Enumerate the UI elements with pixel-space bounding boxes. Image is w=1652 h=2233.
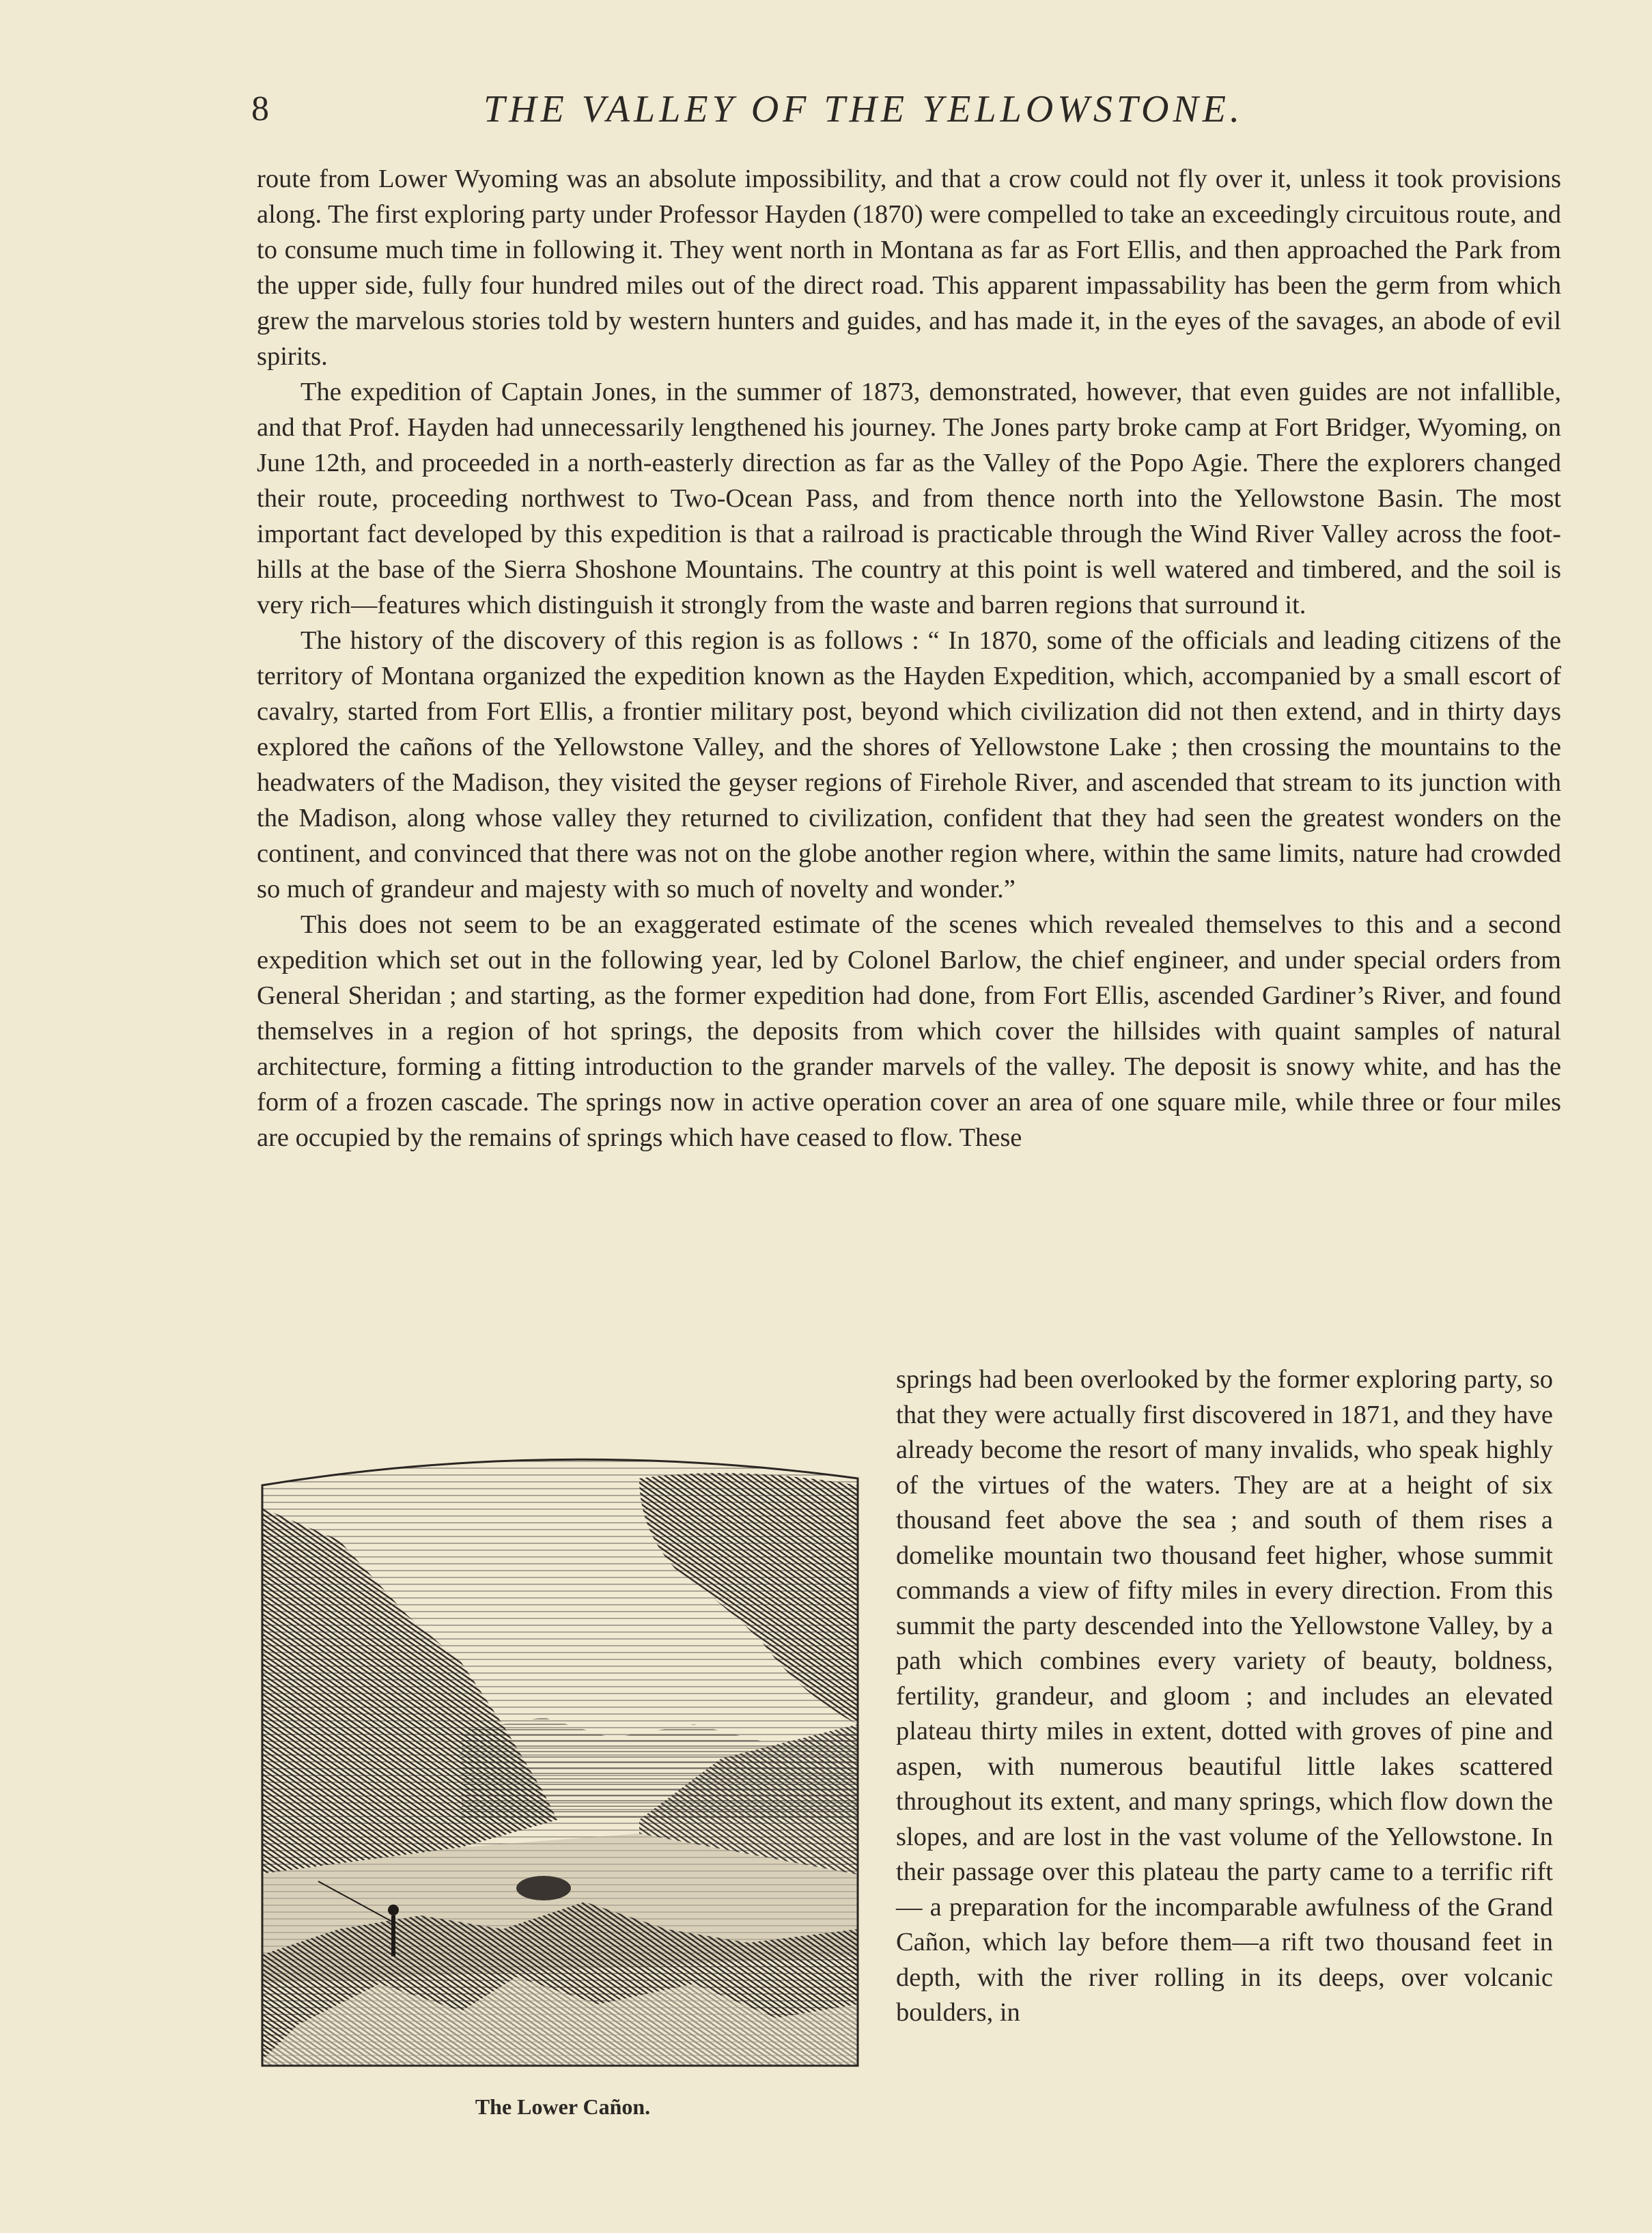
wrapped-paragraph: springs had been overlooked by the former exploring party, so that they were actually first discovered in 1871, and they have already become the resort of many invalids, who speak highly of the virtues of the waters. They are at a height of six thousand feet above the sea ; and south of them rises a domelike mountain two thousand feet higher, whose summit commands a view of fifty miles in every direction. From this summit the party descended into the Yellowstone Valley, by a path which combines every variety of beauty, boldness, fertility, grandeur, and gloom ; and includes an elevated plateau thirty miles in extent, dotted with groves of pine and aspen, with numerous beautiful little lakes scattered throughout its extent, and many springs, which flow down the slopes, and are lost in the vast volume of the Yellowstone. In their passage over this plateau the party came to a terrific rift — a preparation for the incomparable awfulness of the Grand Cañon, which lay before them—a rift two thousand feet in depth, with the river rolling in its deeps, over volcanic boulders, in xyxy=(896,1365,1553,2027)
paragraph-3: The history of the discovery of this region is as follows : “ In 1870, some of the officials and leading citizens of the territory of Montana organized the expedition known as the Hayden Expedition, which, accompanied by a small escort of cavalry, started from Fort Ellis, a frontier military post, beyond which civilization did not then extend, and in thirty days explored the cañons of the Yellowstone Valley, and the shores of Yellowstone Lake ; then crossing the mountains to the headwaters of the Madison, they visited the geyser regions of Firehole River, and ascended that stream to its junction with the Madison, along whose valley they returned to civilization, confident that they had seen the greatest wonders on the continent, and convinced that there was not on the globe another region where, within the same limits, nature had crowded so much of grandeur and majesty with so much of novelty and wonder.” xyxy=(257,626,1561,903)
body-text xyxy=(257,161,1561,1155)
engraving-figure xyxy=(257,1437,869,2119)
figure-caption: The Lower Cañon. xyxy=(475,2094,651,2119)
wrapped-text-column xyxy=(896,1362,1553,2031)
page-number: 8 xyxy=(251,89,269,128)
paragraph-2: The expedition of Captain Jones, in the summer of 1873, demonstrated, however, that even guides are not infallible, and that Prof. Hayden had unnecessarily lengthened his journey. The Jones party broke camp at Fort Bridger, Wyoming, on June 12th, and proceeded in a north-easterly direction as far as the Valley of the Popo Agie. There the explorers changed their route, proceeding northwest to Two-Ocean Pass, and from thence north into the Yellowstone Basin. The most important fact developed by this expedition is that a railroad is practicable through the Wind River Valley across the foot-hills at the base of the Sierra Shoshone Mountains. The country at this point is well watered and timbered, and the soil is very rich—features which distinguish it strongly from the waste and barren regions that surround it. xyxy=(257,378,1561,619)
paragraph-4: This does not seem to be an exaggerated estimate of the scenes which revealed themselves to this and a second expedition which set out in the following year, led by Colonel Barlow, the chief engineer, and under special orders from General Sheridan ; and starting, as the former expedition had done, from Fort Ellis, ascended Gardiner’s River, and found themselves in a region of hot springs, the deposits from which cover the hillsides with quaint samples of natural architecture, forming a fitting introduction to the grander marvels of the valley. The deposit is snowy white, and has the form of a frozen cascade. The springs now in active operation cover an area of one square mile, while three or four miles are occupied by the remains of springs which have ceased to flow. These xyxy=(257,910,1561,1152)
page-header xyxy=(251,82,1556,137)
running-title: THE VALLEY OF THE YELLOWSTONE. xyxy=(484,88,1244,130)
lower-canon-engraving xyxy=(257,1437,869,2086)
paragraph-1: route from Lower Wyoming was an absolute impossibility, and that a crow could not fly over it, unless it took provisions along. The first exploring party under Professor Hayden (1870) were compelled to take an exceedingly circuitous route, and to consume much time in following it. They went north in Montana as far as Fort Ellis, and then approached the Park from the upper side, fully four hundred miles out of the direct road. This apparent impassability has been the germ from which grew the marvelous stories told by western hunters and guides, and has made it, in the eyes of the savages, an abode of evil spirits. xyxy=(257,165,1561,371)
